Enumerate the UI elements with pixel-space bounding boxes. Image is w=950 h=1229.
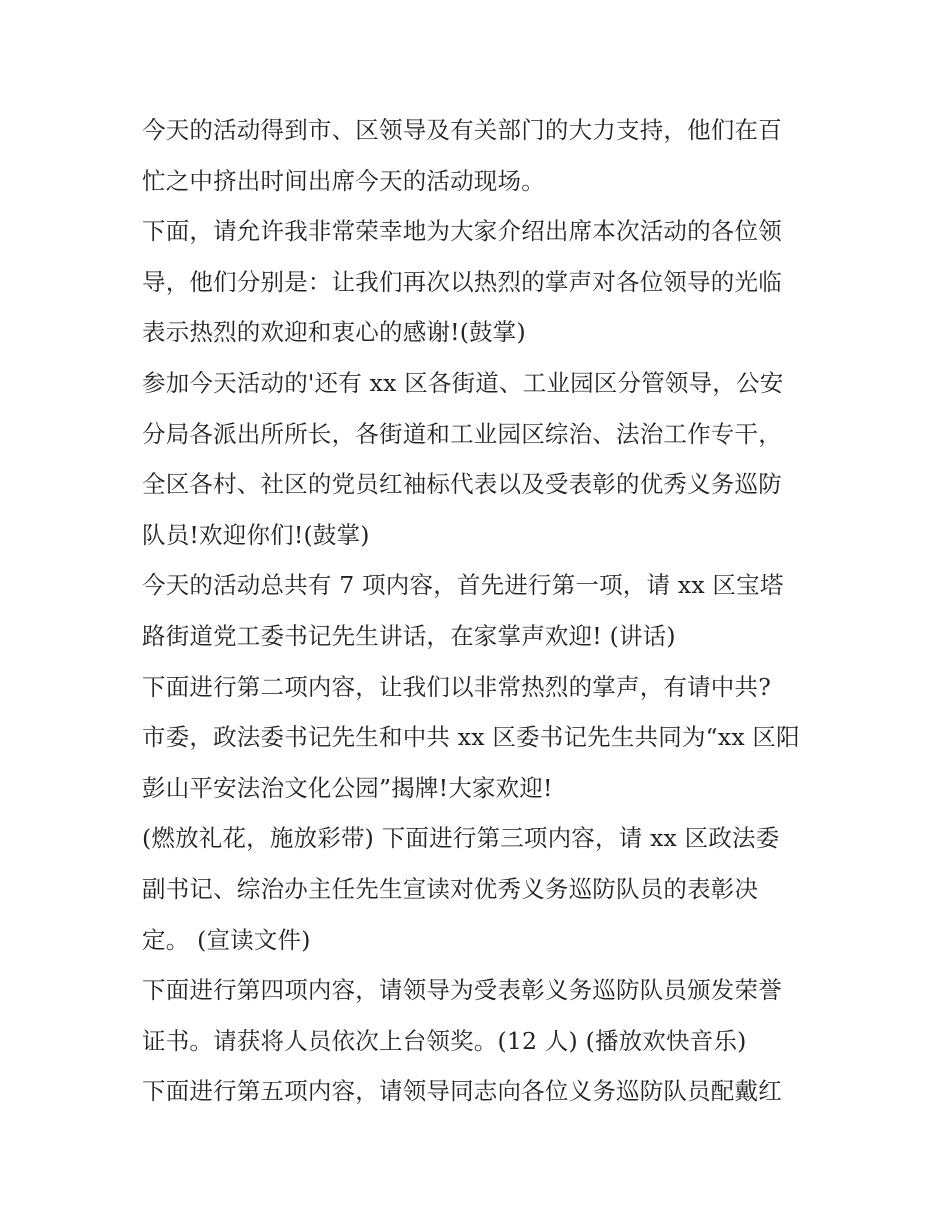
text-line: 路街道党工委书记先生讲话，在家掌声欢迎! (讲话) (142, 621, 676, 650)
text-line: 下面进行第四项内容，请领导为受表彰义务巡防队员颁发荣誉 (142, 976, 782, 1005)
text-line: 下面进行第五项内容，请领导同志向各位义务巡防队员配戴红 (142, 1077, 782, 1106)
text-line: 今天的活动总共有 7 项内容，首先进行第一项，请 xx 区宝塔 (142, 571, 784, 600)
text-line: 市委，政法委书记先生和中共 xx 区委书记先生共同为“xx 区阳 (142, 723, 800, 752)
text-line: 彭山平安法治文化公园”揭牌!大家欢迎! (142, 773, 553, 802)
text-line: (燃放礼花，施放彩带) 下面进行第三项内容，请 xx 区政法委 (142, 824, 780, 853)
text-line: 参加今天活动的'还有 xx 区各街道、工业园区分管领导，公安 (142, 368, 784, 397)
document-body (142, 105, 822, 1117)
text-line: 下面，请允许我非常荣幸地为大家介绍出席本次活动的各位领 (142, 217, 782, 246)
text-line: 副书记、综治办主任先生宣读对优秀义务巡防队员的表彰决 (142, 874, 759, 903)
text-line: 下面进行第二项内容，让我们以非常热烈的掌声，有请中共? (142, 672, 771, 701)
text-line: 定。 (宣读文件) (142, 925, 311, 954)
text-line: 全区各村、社区的党员红袖标代表以及受表彰的优秀义务巡防 (142, 470, 782, 499)
text-line: 忙之中挤出时间出席今天的活动现场。 (142, 166, 545, 195)
text-line: 今天的活动得到市、区领导及有关部门的大力支持，他们在百 (142, 116, 782, 144)
text-line: 导，他们分别是：让我们再次以热烈的掌声对各位领导的光临 (142, 267, 782, 296)
text-line: 队员!欢迎你们!(鼓掌) (142, 520, 370, 549)
text-line: 分局各派出所所长，各街道和工业园区综治、法治工作专干， (142, 419, 782, 448)
text-line: 表示热烈的欢迎和衷心的感谢!(鼓掌) (142, 318, 526, 347)
text-line: 证书。请获将人员依次上台领奖。(12 人) (播放欢快音乐) (142, 1026, 747, 1055)
